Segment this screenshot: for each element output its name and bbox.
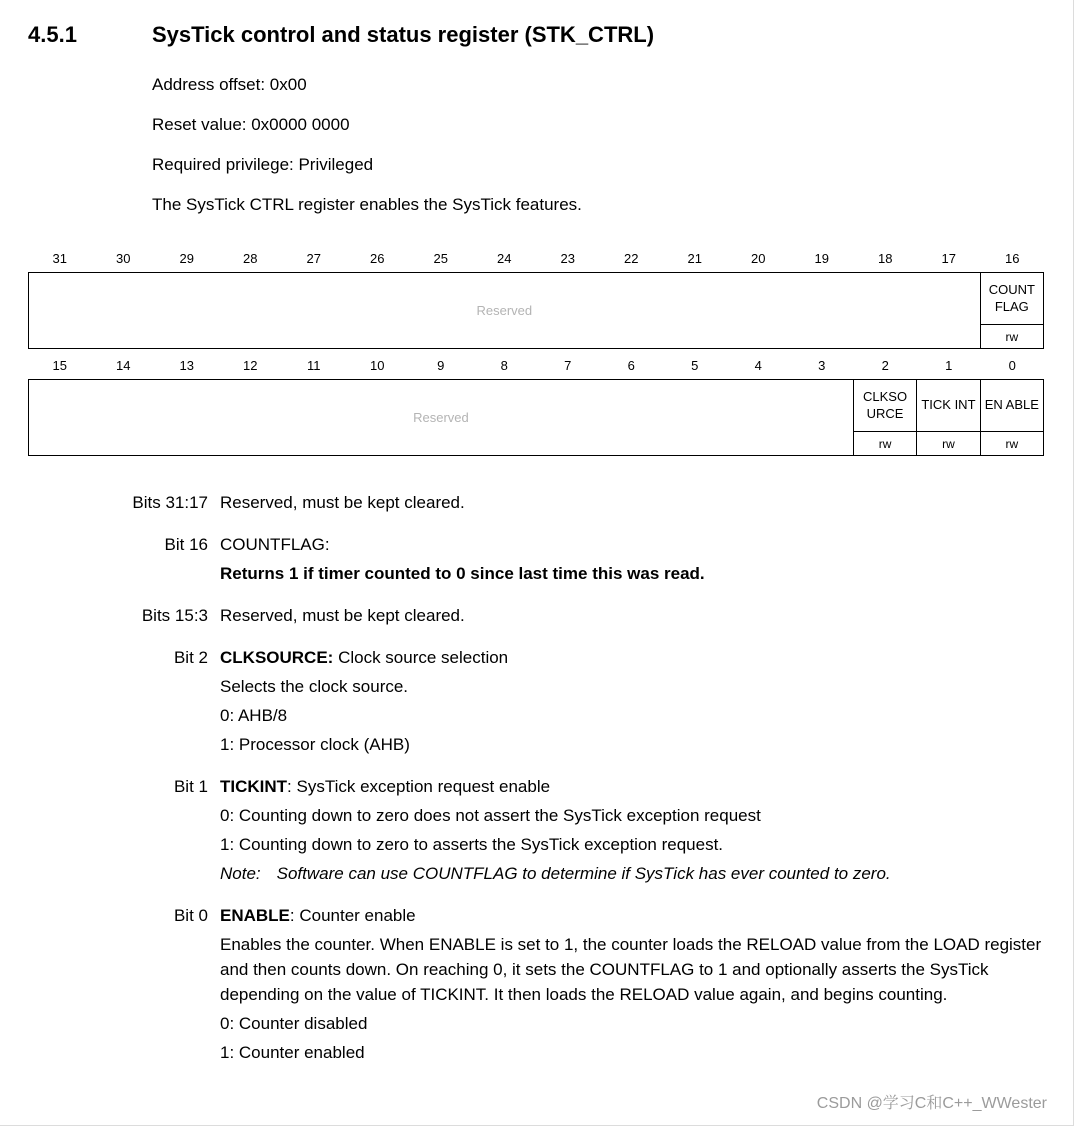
bit-text: 0: AHB/8 bbox=[220, 706, 288, 725]
bit-number: 6 bbox=[627, 358, 635, 373]
bit-number: 1 bbox=[945, 358, 953, 373]
required-privilege-line: Required privilege: Privileged bbox=[152, 155, 374, 174]
bit-text: Returns 1 if timer counted to 0 since last time this was read. bbox=[220, 564, 705, 583]
bit-number: 2 bbox=[881, 358, 889, 373]
bit-label: Bit 16 bbox=[164, 535, 208, 554]
field-enable: EN ABLE bbox=[980, 380, 1043, 431]
bit-text: CLKSOURCE: Clock source selection bbox=[220, 648, 509, 667]
bit-number: 24 bbox=[497, 251, 512, 266]
reserved-field-upper: Reserved bbox=[476, 303, 533, 318]
bit-text: ENABLE: Counter enable bbox=[220, 906, 416, 925]
bit-description-row bbox=[28, 532, 1045, 590]
bit-number: 31 bbox=[52, 251, 67, 266]
bit-description-row bbox=[28, 490, 1045, 519]
bit-label: Bits 15:3 bbox=[141, 606, 208, 625]
bit-content bbox=[220, 645, 1042, 761]
section-number: 4.5.1 bbox=[28, 22, 77, 47]
bit-number: 30 bbox=[116, 251, 131, 266]
bit-label: Bit 2 bbox=[173, 648, 208, 667]
bit-label: Bit 0 bbox=[173, 906, 208, 925]
bit-numbers-upper bbox=[28, 251, 1044, 272]
bit-number: 8 bbox=[500, 358, 508, 373]
bit-description-row bbox=[28, 774, 1045, 890]
bit-number: 13 bbox=[179, 358, 194, 373]
bit-number: 11 bbox=[307, 358, 321, 373]
bit-text: COUNTFLAG: bbox=[220, 535, 330, 554]
reset-value-line: Reset value: 0x0000 0000 bbox=[152, 115, 350, 134]
bit-number: 29 bbox=[179, 251, 194, 266]
bit-number: 14 bbox=[116, 358, 131, 373]
register-bit-diagram bbox=[28, 251, 1044, 456]
bit-text: 0: Counter disabled bbox=[220, 1014, 368, 1033]
bit-content bbox=[220, 603, 1042, 632]
bit-label: Bits 31:17 bbox=[132, 493, 208, 512]
bit-number: 15 bbox=[52, 358, 67, 373]
access-tickint: rw bbox=[916, 431, 979, 455]
bit-number: 18 bbox=[878, 251, 893, 266]
bit-number: 27 bbox=[306, 251, 321, 266]
section-heading bbox=[28, 22, 1045, 48]
bit-text: TICKINT: SysTick exception request enable bbox=[220, 777, 551, 796]
bit-number: 4 bbox=[754, 358, 762, 373]
bit-number: 0 bbox=[1008, 358, 1016, 373]
bit-number: 28 bbox=[243, 251, 258, 266]
bit-number: 25 bbox=[433, 251, 448, 266]
bit-content bbox=[220, 490, 1042, 519]
field-clksource: CLKSO URCE bbox=[853, 380, 916, 431]
page-title: SysTick control and status register (STK_CTRL) bbox=[152, 22, 655, 47]
bit-description-row bbox=[28, 903, 1045, 1069]
bit-label: Bit 1 bbox=[173, 777, 208, 796]
bit-number: 3 bbox=[818, 358, 826, 373]
bit-number: 22 bbox=[624, 251, 639, 266]
register-intro bbox=[28, 75, 1045, 215]
register-table-upper bbox=[28, 272, 1044, 349]
bit-number: 26 bbox=[370, 251, 385, 266]
bit-text: 1: Processor clock (AHB) bbox=[220, 735, 410, 754]
bit-descriptions bbox=[28, 490, 1045, 1069]
bit-number: 17 bbox=[941, 251, 956, 266]
bit-text: Reserved, must be kept cleared. bbox=[220, 493, 465, 512]
register-table-lower bbox=[28, 379, 1044, 456]
bit-text: 0: Counting down to zero does not assert the SysTick exception request bbox=[220, 806, 761, 825]
bit-text: Selects the clock source. bbox=[220, 677, 409, 696]
access-countflag: rw bbox=[980, 324, 1043, 348]
address-offset-line: Address offset: 0x00 bbox=[152, 75, 307, 94]
register-summary-line: The SysTick CTRL register enables the SysTick features. bbox=[152, 195, 582, 214]
bit-content bbox=[220, 903, 1042, 1069]
field-countflag: COUNT FLAG bbox=[980, 273, 1043, 324]
bit-content bbox=[220, 774, 1042, 890]
bit-text: Reserved, must be kept cleared. bbox=[220, 606, 465, 625]
bit-numbers-lower bbox=[28, 358, 1044, 379]
bit-description-row bbox=[28, 645, 1045, 761]
reserved-field-lower: Reserved bbox=[413, 410, 469, 425]
access-enable: rw bbox=[980, 431, 1043, 455]
bit-number: 9 bbox=[437, 358, 445, 373]
bit-text: 1: Counting down to zero to asserts the SysTick exception request. bbox=[220, 835, 724, 854]
bit-number: 16 bbox=[1005, 251, 1020, 266]
csdn-watermark: CSDN @学习C和C++_WWester bbox=[816, 1095, 1047, 1112]
access-clksource: rw bbox=[853, 431, 916, 455]
bit-number: 23 bbox=[560, 251, 575, 266]
bit-description-row bbox=[28, 603, 1045, 632]
bit-text: 1: Counter enabled bbox=[220, 1043, 365, 1062]
bit-number: 21 bbox=[687, 251, 702, 266]
bit-number: 5 bbox=[691, 358, 699, 373]
field-tickint: TICK INT bbox=[916, 380, 979, 431]
bit-text: Enables the counter. When ENABLE is set to 1, the counter loads the RELOAD value from the LOAD register and then counts down. On reaching 0, it sets the COUNTFLAG to 1 and optionally asserts the SysTick depending on the value of TICKINT. It then loads the RELOAD value again, and begins counting. bbox=[220, 935, 1042, 1004]
bit-number: 20 bbox=[751, 251, 766, 266]
bit-number: 19 bbox=[814, 251, 829, 266]
bit-number: 12 bbox=[243, 358, 258, 373]
bit-number: 7 bbox=[564, 358, 572, 373]
bit-content bbox=[220, 532, 1042, 590]
bit-note: Note: Software can use COUNTFLAG to determine if SysTick has ever counted to zero. bbox=[220, 864, 891, 883]
bit-number: 10 bbox=[370, 358, 385, 373]
